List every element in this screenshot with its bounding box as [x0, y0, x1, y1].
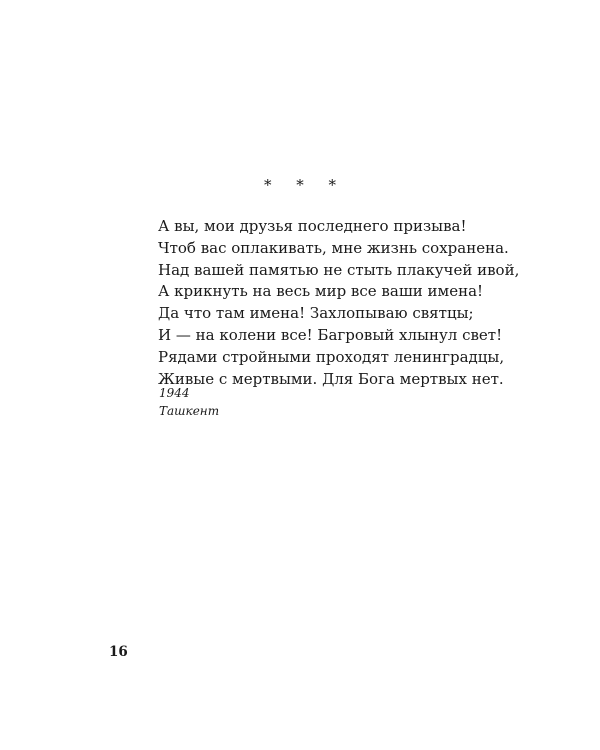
- poem-line: А вы, мои друзья последнего призыва!: [158, 217, 467, 235]
- page-number: 16: [109, 644, 128, 660]
- poem-line: Чтоб вас оплакивать, мне жизнь сохранена.: [158, 238, 509, 257]
- poem-stanza: [158, 216, 519, 390]
- poem-line: Рядами стройными проходят ленинградцы,: [158, 347, 505, 366]
- poem-line: Живые с мертвыми. Для Бога мертвых нет.: [158, 369, 504, 388]
- poem-line: Да что там имена! Захлопываю святцы;: [158, 304, 474, 323]
- poem-year: 1944: [159, 386, 190, 400]
- poem-line: А крикнуть на весь мир все ваши имена!: [158, 282, 484, 301]
- poem-place: Ташкент: [159, 404, 220, 418]
- poem-line: Над вашей памятью не стыть плакучей ивой,: [158, 260, 520, 279]
- poem-line: И — на колени все! Багровый хлынул свет!: [158, 325, 503, 344]
- poem-dateline: [159, 384, 219, 420]
- section-asterism: * * *: [263, 176, 347, 194]
